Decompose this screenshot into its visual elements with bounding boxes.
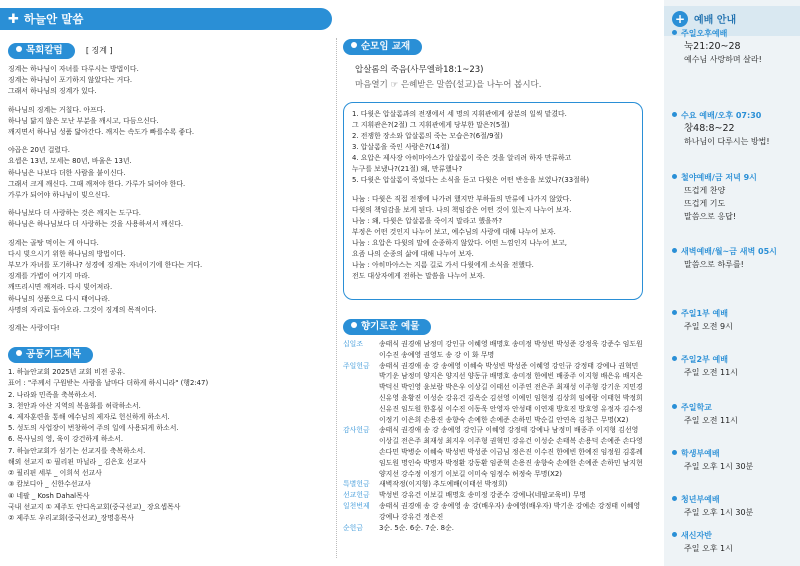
worship-item-title: 주일오후예배 (672, 28, 762, 40)
offering-names: 새벽작정(이지형) 추도예배(이태선 박정희) (379, 480, 508, 489)
prayer-pill: 공동기도제목 (8, 347, 93, 363)
sharing-line: 나눔 : 왜, 다윗은 압살롬을 죽이지 말라고 했을까? (352, 217, 502, 225)
worship-item-line: 말씀으로 응답! (684, 212, 737, 221)
worship-item (672, 28, 762, 66)
worship-item-line: 눅21:20~28 (684, 41, 741, 52)
cell-subtitle: 마음열기 ☞ 은혜받은 말씀(설교)을 나누어 봅시다. (355, 80, 542, 90)
sharing-line: 나눔 : 요압은 다윗의 말에 순종하지 않았다. 어떤 느낌인지 나누어 보고, (352, 239, 567, 247)
worship-item-title: 새신자반 (672, 530, 733, 542)
sharing-line: 부정은 어떤 것인지 나누어 보고, 예수님의 사랑에 대해 나누어 보자. (352, 228, 556, 236)
offering-pill: 향기로운 예물 (343, 319, 431, 335)
column-line: 징계는 사랑이다! (8, 324, 60, 333)
column-line: 하나님보다 더 사랑하는 것은 깨지는 도구다. (8, 209, 141, 218)
column-line: 징계를 가볍이 여기지 마라. (8, 272, 90, 281)
column-pill: 목회칼럼 (8, 43, 75, 59)
worship-item-title: 청년부예배 (672, 494, 753, 506)
column-line: 깨뜨리시면 깨져라. 다시 빚어져라. (8, 283, 113, 292)
offering-label: 순헌금 (343, 523, 363, 532)
column-line: 요셉은 13년, 모세는 80년, 바울은 13년. (8, 157, 132, 166)
prayer-line: 2. 나라와 민족을 축복하소서. (8, 390, 97, 399)
sharing-line: 나눔 : 다윗은 직접 전쟁에 나가려 했지만 부하들의 만류에 나가지 않았다. (352, 195, 572, 203)
offering-row (343, 479, 643, 490)
column-line: 야곱은 20년 걸렸다. (8, 146, 70, 155)
prayer-line: 국내 선교지 ① 제주도 안디옥교회(중국선교)_ 장요셉목사 (8, 502, 181, 511)
worship-item-line: 주일 오전 11시 (684, 368, 738, 377)
worship-item-title: 주일학교 (672, 402, 738, 414)
column-line: 다시 빚으시기 위한 하나님의 방법이다. (8, 249, 126, 258)
offering-row (343, 425, 643, 479)
offering-names: 송태식 권경애 송 강 송예영 강인규 이혜영 강정태 강예나 남정미 배종주 이지형 김선영 이상길 전은주 최재성 최지우 이주형 권혁민 강유건 이성순 손태복 손용덕 손예준 손다영 손다민 박병순 이혜숙 박성빈 박성준 이금님 정은진 이수진 한예빈 한예진 임정원 김홍례 임도원 명인숙 박명자 박정환 강동환 임준혁 손용진 송향숙 손예한 손예준 손하민 남지현 양지선 강수정 이정기 이보길 이미숙 임정수 허정숙 무명(X2) (379, 426, 643, 478)
plus-icon: + (672, 11, 688, 27)
sharing-line: 요즘 나의 순종의 삶에 대해 나누어 보자. (352, 250, 474, 258)
cell-title: 압살롬의 죽음(사무엘하18:1~23) (355, 65, 484, 75)
offering-row (343, 339, 643, 361)
cell-questions (352, 109, 634, 186)
worship-item-line: 주일 오전 9시 (684, 322, 733, 331)
worship-item-line: 말씀으로 하루를! (684, 260, 744, 269)
prayer-line: 4. 제자훈련을 통해 예수님의 제자로 헌신하게 하소서. (8, 413, 170, 422)
column-line: 하나님의 성품으로 다시 태어나라. (8, 294, 110, 303)
sharing-line: 다윗의 책임감을 보게 된다. 나의 책임감은 어떤 것이 있는지 나누어 보자. (352, 206, 572, 214)
offering-label: 십일조 (343, 340, 363, 348)
offering-row (343, 361, 643, 426)
offering-names: 박성빈 강유건 이보길 배명호 송미정 강준수 강예나(네팔교육비) 무명 (379, 491, 587, 500)
offering-label: 일천번제 (343, 501, 370, 510)
worship-item-title: 학생부예배 (672, 448, 753, 460)
question-line: 4. 요압은 제사장 아히마아스가 압살롬이 죽은 것을 알리려 하자 만류하고 (352, 154, 572, 162)
column-line: 하나님은 나보다 더한 사람을 붙이신다. (8, 168, 126, 177)
column-text (8, 64, 326, 334)
column-line (8, 138, 326, 145)
question-line: 1. 다윗은 압살롬과의 전쟁에서 세 명의 지휘관에게 삼분의 일씩 맡겼다. (352, 110, 567, 118)
worship-item (672, 530, 733, 555)
prayer-line: 표어 : "주께서 구원받는 사람을 날마다 더하게 하시니라" (행2:47) (8, 379, 209, 388)
prayer-line: ③ 캄보디아 _ 신한수선교사 (8, 480, 91, 489)
column-line: 가루가 되어야 하나님이 빚으신다. (8, 191, 110, 200)
worship-item-line: 창48:8~22 (684, 123, 735, 134)
column-line: 하나님 닮지 않은 모난 부분을 깨시고, 다듬으신다. (8, 116, 159, 125)
worship-item-line: 주일 오후 1시 (684, 544, 733, 553)
column-line: 그래서 하나님의 징계가 있다. (8, 87, 97, 96)
offering-row (343, 490, 643, 501)
column-line: 부모가 자녀를 포기하나? 성경에 징계는 자녀이기에 한다는 거다. (8, 261, 203, 270)
column-line (8, 98, 326, 105)
column-line: 사명의 자리로 돌아오라. 그것이 징계의 목적이다. (8, 305, 157, 314)
worship-item-line: 주일 오후 1시 30분 (684, 462, 754, 471)
column-line: 징계는 골탕 먹이는 게 아니다. (8, 238, 99, 247)
offering-names: 송태식 권경애 송 강 송예영 송 강(배우자) 송예영(배우자) 박기운 강예손 강정태 이혜영 강예나 강유건 정은진 (379, 501, 641, 521)
worship-item-title: 철야예배/금 저녁 9시 (672, 172, 757, 184)
section-title: 하늘안 말씀 (23, 12, 84, 26)
worship-item (672, 246, 777, 271)
column-line: 징계는 하나님이 포기하지 않았다는 거다. (8, 76, 133, 85)
worship-item-line: 뜨겁게 찬양 (684, 186, 726, 195)
worship-item-line: 예수님 사랑하며 살라! (684, 55, 762, 64)
worship-header: + 예배 안내 (664, 6, 800, 36)
column-line (8, 201, 326, 208)
worship-item-title: 주일2부 예배 (672, 354, 738, 366)
divider (336, 38, 337, 558)
column-line (8, 231, 326, 238)
question-line: 3. 압살롬을 죽인 사람은?(14절) (352, 143, 450, 151)
prayer-line: 1. 하늘안교회 2025년 교회 비전 공유. (8, 368, 126, 377)
column-line: 징계는 하나님이 자녀를 다루시는 방법이다. (8, 65, 139, 73)
worship-item (672, 110, 770, 148)
worship-item-title: 주일1부 예배 (672, 308, 733, 320)
prayer-line: ② 제주도 우리교회(중국선교)_장명흥목사 (8, 513, 134, 522)
column-line: 깨지면서 하나님 성품 닮아간다. 깨지는 속도가 빠를수록 좋다. (8, 128, 195, 137)
question-line: 누구를 보냈나?(21절) 왜, 만류했나? (352, 165, 463, 173)
column-line (8, 316, 326, 323)
offering-names: 송태식 권경애 남정미 강인규 이혜영 배명호 송미정 박성빈 박성준 강정욱 강준수 임도원 이수진 송예영 권영도 송 강 이 화 무명 (379, 340, 643, 359)
worship-item (672, 494, 753, 519)
prayer-line: 3. 천안과 아산 지역의 복음화를 허락하소서. (8, 401, 141, 410)
plus-icon: ✚ (8, 12, 19, 27)
prayer-line: ② 필리핀 세부 _ 이희석 선교사 (8, 469, 102, 478)
worship-item-title: 수요 예배/오후 07:30 (672, 110, 770, 122)
cell-pill: 순모임 교재 (343, 39, 422, 55)
worship-item-title: 새벽예배/월~금 새벽 05시 (672, 246, 777, 258)
middle-column (343, 34, 643, 533)
offering-row (343, 523, 643, 534)
offering-row (343, 501, 643, 523)
prayer-line: 7. 하늘안교회가 섬기는 선교지를 축복하소서. (8, 446, 146, 455)
column-subtitle: [ 징계 ] (85, 46, 113, 55)
column-line: 그래서 크게 깨신다. 그때 깨져야 한다. 가루가 되어야 한다. (8, 179, 186, 188)
worship-item (672, 402, 738, 427)
prayer-line: 해외 선교지 ① 필리핀 마닐라 _ 김은호 선교사 (8, 457, 147, 466)
column-line: 하나님은 하나님보다 더 사랑하는 것을 사용하셔서 깨신다. (8, 220, 184, 229)
question-line: 그 지휘관은?(2절) 그 지휘관에게 당부한 말은?(5절) (352, 121, 510, 129)
prayer-text (8, 367, 326, 524)
offering-label: 특별헌금 (343, 480, 370, 489)
offering-label: 감사헌금 (343, 426, 370, 435)
worship-item (672, 172, 757, 223)
sharing-line: 전도 대상자에게 전하는 말씀을 나누어 보자. (352, 272, 485, 280)
section-header (0, 8, 332, 30)
worship-item-line: 뜨겁게 기도 (684, 199, 726, 208)
worship-item (672, 354, 738, 379)
offering-names: 송태식 권경애 송 강 송예영 이혜숙 박성빈 박성준 이혜영 강인규 강정태 강예나 권혁민 박기운 남정미 양지은 양지선 양동규 배명호 송미정 한예빈 배종주 이지형 배은유 배지은 박덕신 박인영 윤보람 박은우 이상길 이태선 이주연 전은주 최재성 이주형 강기운 지민경 신유영 윤황진 이성순 강유건 김옥순 김선영 이예인 임현정 김상희 임예람 이태현 박정희 신유진 임도원 한홍심 이수진 이동욱 안영자 안성태 이연재 방호진 방호영 유정자 김수정 이정기 이은희 손용진 송향숙 손예한 손예준 손하민 박순길 안연옥 김청근 무명(X2) (379, 361, 643, 424)
sharing-line: 나눔 : 아히마아스는 지름 길로 가서 다윗에게 소식을 전했다. (352, 261, 534, 269)
offering-label: 선교헌금 (343, 491, 370, 500)
offering-list (343, 339, 643, 533)
right-column (664, 0, 800, 566)
prayer-line: 6. 목사님의 영, 육이 강건하게 하소서. (8, 435, 124, 444)
cell-questions-box (343, 102, 643, 300)
prayer-line: 5. 성도의 사업장이 번창하여 주의 일에 사용되게 하소서. (8, 424, 179, 433)
worship-item (672, 448, 753, 473)
offering-names: 3순. 5순. 6순. 7순. 8순. (379, 523, 454, 532)
prayer-line: ④ 네팔 _ Kosh Dahal목사 (8, 491, 90, 500)
left-column (8, 38, 326, 524)
question-line: 5. 다윗은 압살롬이 죽었다는 소식을 듣고 다윗은 어떤 반응을 보였나?(33절하) (352, 176, 590, 184)
worship-item-line: 하나님이 다루시는 방법! (684, 137, 770, 146)
worship-item (672, 308, 733, 333)
worship-item-line: 주일 오후 1시 30분 (684, 508, 754, 517)
column-line: 하나님의 징계는 거칠다. 아프다. (8, 105, 106, 114)
cell-sharing (352, 194, 634, 282)
question-line: 2. 전쟁한 장소와 압살롬의 죽는 모습은?(6절/9절) (352, 132, 503, 140)
offering-label: 주일헌금 (343, 361, 370, 370)
worship-item-line: 주일 오전 11시 (684, 416, 738, 425)
